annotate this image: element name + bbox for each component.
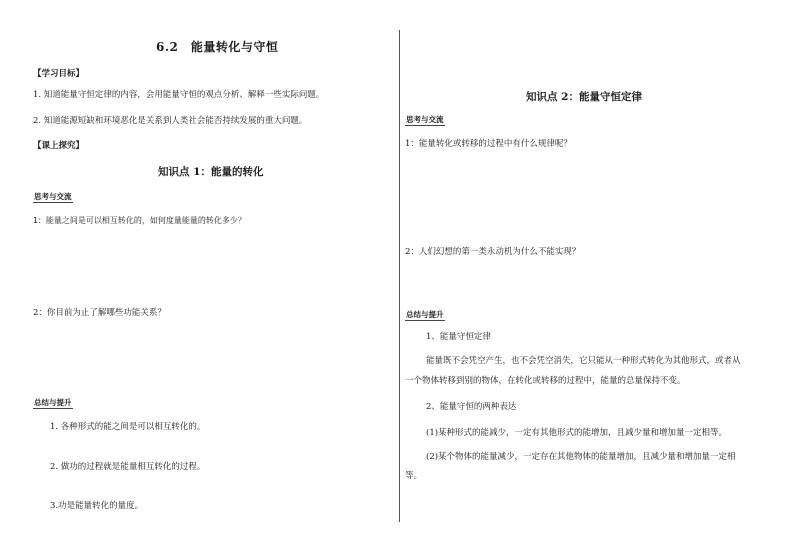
law-heading: 1、能量守恒定律 — [426, 332, 491, 342]
page-title: 6.2 能量转化与守恒 — [156, 40, 279, 54]
summary-item-3: 3.功是能量转化的量度。 — [50, 501, 144, 511]
expression-2-line-2: 等。 — [405, 471, 423, 481]
knowledge-point-1-title: 知识点 1：能量的转化 — [158, 166, 264, 178]
goal-item-1: 1. 知道能量守恒定律的内容，会用能量守恒的观点分析、解释一些实际问题。 — [33, 90, 325, 100]
expression-1: (1)某种形式的能减少，一定有其他形式的能增加，且减少量和增加量一定相等。 — [426, 428, 728, 438]
goals-label: 【学习目标】 — [33, 69, 85, 79]
think-exchange-label: 思考与交流 — [34, 192, 72, 201]
column-divider — [399, 30, 400, 522]
explore-label: 【课上探究】 — [33, 141, 85, 151]
goal-item-2: 2. 知道能源短缺和环境恶化是关系到人类社会能否持续发展的重大问题。 — [33, 116, 308, 126]
summary-item-2: 2. 做功的过程就是能量相互转化的过程。 — [50, 462, 206, 472]
expression-2-line-1: (2)某个物体的能量减少，一定存在其他物体的能量增加，且减少量和增加量一定相 — [426, 452, 736, 462]
summary-item-1: 1. 各种形式的能之间是可以相互转化的。 — [50, 422, 206, 432]
question-2: 2：你目前为止了解哪些功能关系？ — [33, 308, 166, 318]
knowledge-point-2-title: 知识点 2：能量守恒定律 — [526, 91, 642, 103]
think-exchange-label-right: 思考与交流 — [406, 115, 444, 124]
summary-label: 总结与提升 — [34, 398, 72, 407]
question-right-2: 2：人们幻想的第一类永动机为什么不能实现？ — [405, 247, 581, 257]
question-1: 1：能量之间是可以相互转化的，如何度量能量的转化多少？ — [33, 216, 246, 225]
law-text-line-2: 一个物体转移到别的物体，在转化或转移的过程中，能量的总量保持不变。 — [405, 376, 686, 386]
law-text-line-1: 能量既不会凭空产生，也不会凭空消失，它只能从一种形式转化为其他形式，或者从 — [426, 356, 741, 366]
expression-heading: 2、能量守恒的两种表达 — [426, 402, 517, 412]
question-right-1: 1：能量转化或转移的过程中有什么规律呢？ — [405, 139, 572, 149]
summary-label-right: 总结与提升 — [406, 310, 444, 319]
